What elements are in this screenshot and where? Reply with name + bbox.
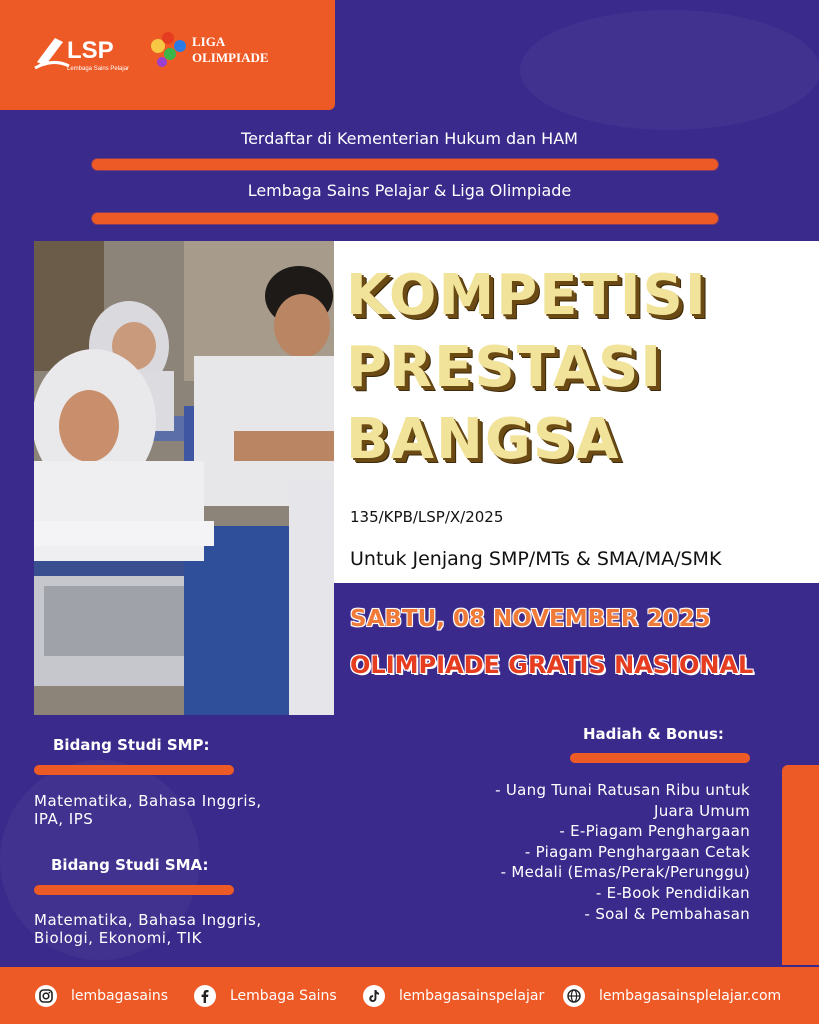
prize-item: - E-Piagam Penghargaan xyxy=(559,822,750,841)
free-olympiad-label: OLIMPIADE GRATIS NASIONAL xyxy=(350,651,754,679)
tiktok-handle: lembagasainspelajar xyxy=(399,988,545,1004)
prize-item: - E-Book Pendidikan xyxy=(595,883,750,902)
prizes-list xyxy=(420,780,750,924)
lsp-logo xyxy=(33,28,133,76)
website-link[interactable] xyxy=(563,985,781,1007)
facebook-handle: Lembaga Sains xyxy=(230,988,337,1004)
sma-subjects-title: Bidang Studi SMA: xyxy=(51,856,209,874)
level-text: Untuk Jenjang SMP/MTs & SMA/MA/SMK xyxy=(350,548,722,570)
sma-subjects-line-1: Matematika, Bahasa Inggris, xyxy=(34,911,262,929)
instagram-icon xyxy=(35,985,57,1007)
svg-text:OLIMPIADE: OLIMPIADE xyxy=(192,50,269,65)
prize-item: - Piagam Penghargaan Cetak xyxy=(524,842,750,861)
globe-icon xyxy=(563,985,585,1007)
brush-divider xyxy=(92,159,718,170)
prize-item: - Uang Tunai Ratusan Ribu untuk xyxy=(495,781,750,799)
brush-divider xyxy=(92,213,718,224)
footer-bar xyxy=(0,967,819,1024)
registration-text: Terdaftar di Kementerian Hukum dan HAM xyxy=(241,129,578,148)
background-decoration xyxy=(520,10,819,130)
facebook-link[interactable] xyxy=(194,985,337,1007)
title-line-3: BANGSA xyxy=(346,407,621,472)
brush-divider xyxy=(570,753,750,763)
prize-item: Juara Umum xyxy=(654,801,750,820)
title-line-1: KOMPETISI xyxy=(346,263,708,328)
sma-subjects-line-2: Biologi, Ekonomi, TIK xyxy=(34,929,202,947)
students-exam-photo xyxy=(34,241,334,715)
smp-subjects-line-2: IPA, IPS xyxy=(34,810,94,828)
tiktok-icon xyxy=(363,985,385,1007)
svg-text:Lembaga Sains Pelajar: Lembaga Sains Pelajar xyxy=(67,66,130,72)
prize-item: - Soal & Pembahasan xyxy=(584,904,750,923)
svg-text:LSP: LSP xyxy=(67,37,114,64)
prizes-title: Hadiah & Bonus: xyxy=(583,725,724,743)
brush-divider xyxy=(34,885,234,895)
event-date: SABTU, 08 NOVEMBER 2025 xyxy=(350,606,711,632)
instagram-link[interactable] xyxy=(35,985,168,1007)
website-url: lembagasainsplelajar.com xyxy=(599,988,782,1004)
instagram-handle: lembagasains xyxy=(71,988,169,1004)
brush-divider xyxy=(34,765,234,775)
liga-olimpiade-logo xyxy=(144,24,294,76)
smp-subjects-title: Bidang Studi SMP: xyxy=(53,736,210,754)
organizers-text: Lembaga Sains Pelajar & Liga Olimpiade xyxy=(247,181,572,200)
title-line-2: PRESTASI xyxy=(346,335,664,400)
facebook-icon xyxy=(194,985,216,1007)
smp-subjects-line-1: Matematika, Bahasa Inggris, xyxy=(34,792,262,810)
tiktok-link[interactable] xyxy=(363,985,544,1007)
prize-item: - Medali (Emas/Perak/Perunggu) xyxy=(500,863,750,882)
side-orange-block xyxy=(782,765,819,965)
svg-text:LIGA: LIGA xyxy=(192,34,226,49)
registration-code: 135/KPB/LSP/X/2025 xyxy=(350,508,504,526)
